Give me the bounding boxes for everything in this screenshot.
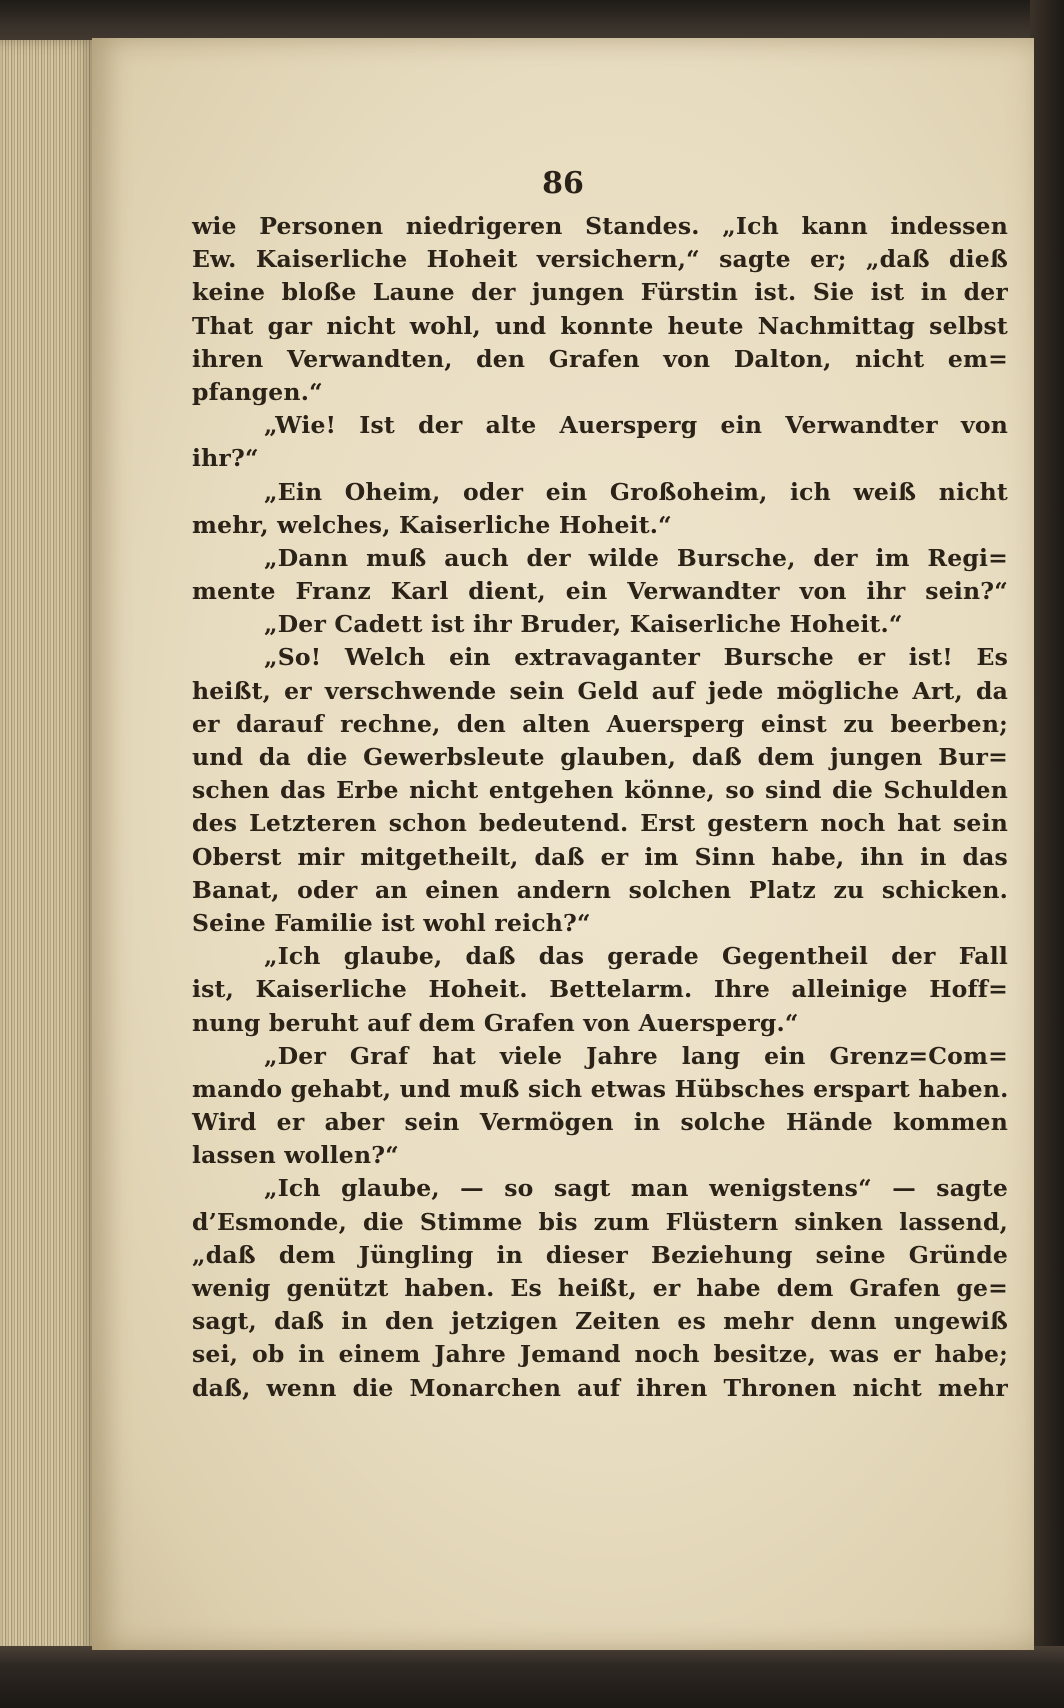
book-cover-edge (1030, 0, 1064, 1708)
text-line: nung beruht auf dem Grafen von Auersperg.“ (192, 1008, 799, 1037)
page-stack-edge (0, 40, 96, 1660)
text-line: schen das Erbe nicht entgehen könne, so sind die Schulden (192, 776, 1008, 805)
text-line: „So! Welch ein extravaganter Bursche er ist! Es (264, 643, 1008, 672)
text-line: „Der Cadett ist ihr Bruder, Kaiserliche Hoheit.“ (264, 610, 903, 639)
text-line: „Ich glaube, daß das gerade Gegentheil der Fall (264, 942, 1008, 971)
text-line: Ew. Kaiserliche Hoheit versichern,“ sagte er; „daß dieß (192, 245, 1008, 274)
text-line: ihren Verwandten, den Grafen von Dalton, nicht em= (192, 344, 1008, 373)
text-line: mente Franz Karl dient, ein Verwandter von ihr sein?“ (192, 577, 1008, 606)
text-line: wenig genützt haben. Es heißt, er habe dem Grafen ge= (192, 1274, 1008, 1302)
text-line: heißt, er verschwende sein Geld auf jede mögliche Art, da (192, 676, 1008, 705)
text-line: daß, wenn die Monarchen auf ihren Thronen nicht mehr (192, 1373, 1008, 1402)
text-line: ist, Kaiserliche Hoheit. Bettelarm. Ihre alleinige Hoff= (192, 975, 1008, 1004)
page-number: 86 (542, 166, 584, 201)
text-line: des Letzteren schon bedeutend. Erst gestern noch hat sein (192, 809, 1008, 838)
page-text (192, 210, 1008, 1405)
text-line: wie Personen niedrigeren Standes. „Ich kann indessen (192, 212, 1008, 240)
text-line: Banat, oder an einen andern solchen Platz zu schicken. (192, 875, 1008, 904)
text-line: lassen wollen?“ (192, 1141, 399, 1170)
text-line: er darauf rechne, den alten Auersperg einst zu beerben; (192, 709, 1008, 738)
text-line: keine bloße Laune der jungen Fürstin ist. Sie ist in der (192, 278, 1008, 307)
text-line: Seine Familie ist wohl reich?“ (192, 908, 591, 937)
text-line: sagt, daß in den jetzigen Zeiten es mehr denn ungewiß (192, 1307, 1008, 1336)
text-line: „Ich glaube, — so sagt man wenigstens“ — sagte (264, 1174, 1008, 1203)
text-line: mehr, welches, Kaiserliche Hoheit.“ (192, 510, 672, 539)
text-line: „Ein Oheim, oder ein Großoheim, ich weiß nicht (264, 477, 1008, 506)
text-line: d’Esmonde, die Stimme bis zum Flüstern sinken lassend, (192, 1207, 1008, 1236)
text-line: „Dann muß auch der wilde Bursche, der im Regi= (264, 543, 1008, 572)
text-line: sei, ob in einem Jahre Jemand noch besitze, was er habe; (192, 1340, 1008, 1369)
text-line: Wird er aber sein Vermögen in solche Hände kommen (192, 1108, 1008, 1137)
text-line: „daß dem Jüngling in dieser Beziehung seine Gründe (192, 1240, 1008, 1269)
book-bottom-edge (0, 1646, 1064, 1708)
text-line: pfangen.“ (192, 377, 323, 406)
text-line: und da die Gewerbsleute glauben, daß dem jungen Bur= (192, 743, 1008, 771)
text-line: That gar nicht wohl, und konnte heute Nachmittag selbst (192, 311, 1008, 340)
book-page (92, 38, 1034, 1650)
text-line: „Wie! Ist der alte Auersperg ein Verwandter von (264, 411, 1008, 440)
text-line: „Der Graf hat viele Jahre lang ein Grenz=Com= (264, 1041, 1008, 1070)
text-line: Oberst mir mitgetheilt, daß er im Sinn habe, ihn in das (192, 842, 1008, 871)
text-line: mando gehabt, und muß sich etwas Hübsches erspart haben. (192, 1074, 1009, 1103)
text-line: ihr?“ (192, 444, 259, 473)
